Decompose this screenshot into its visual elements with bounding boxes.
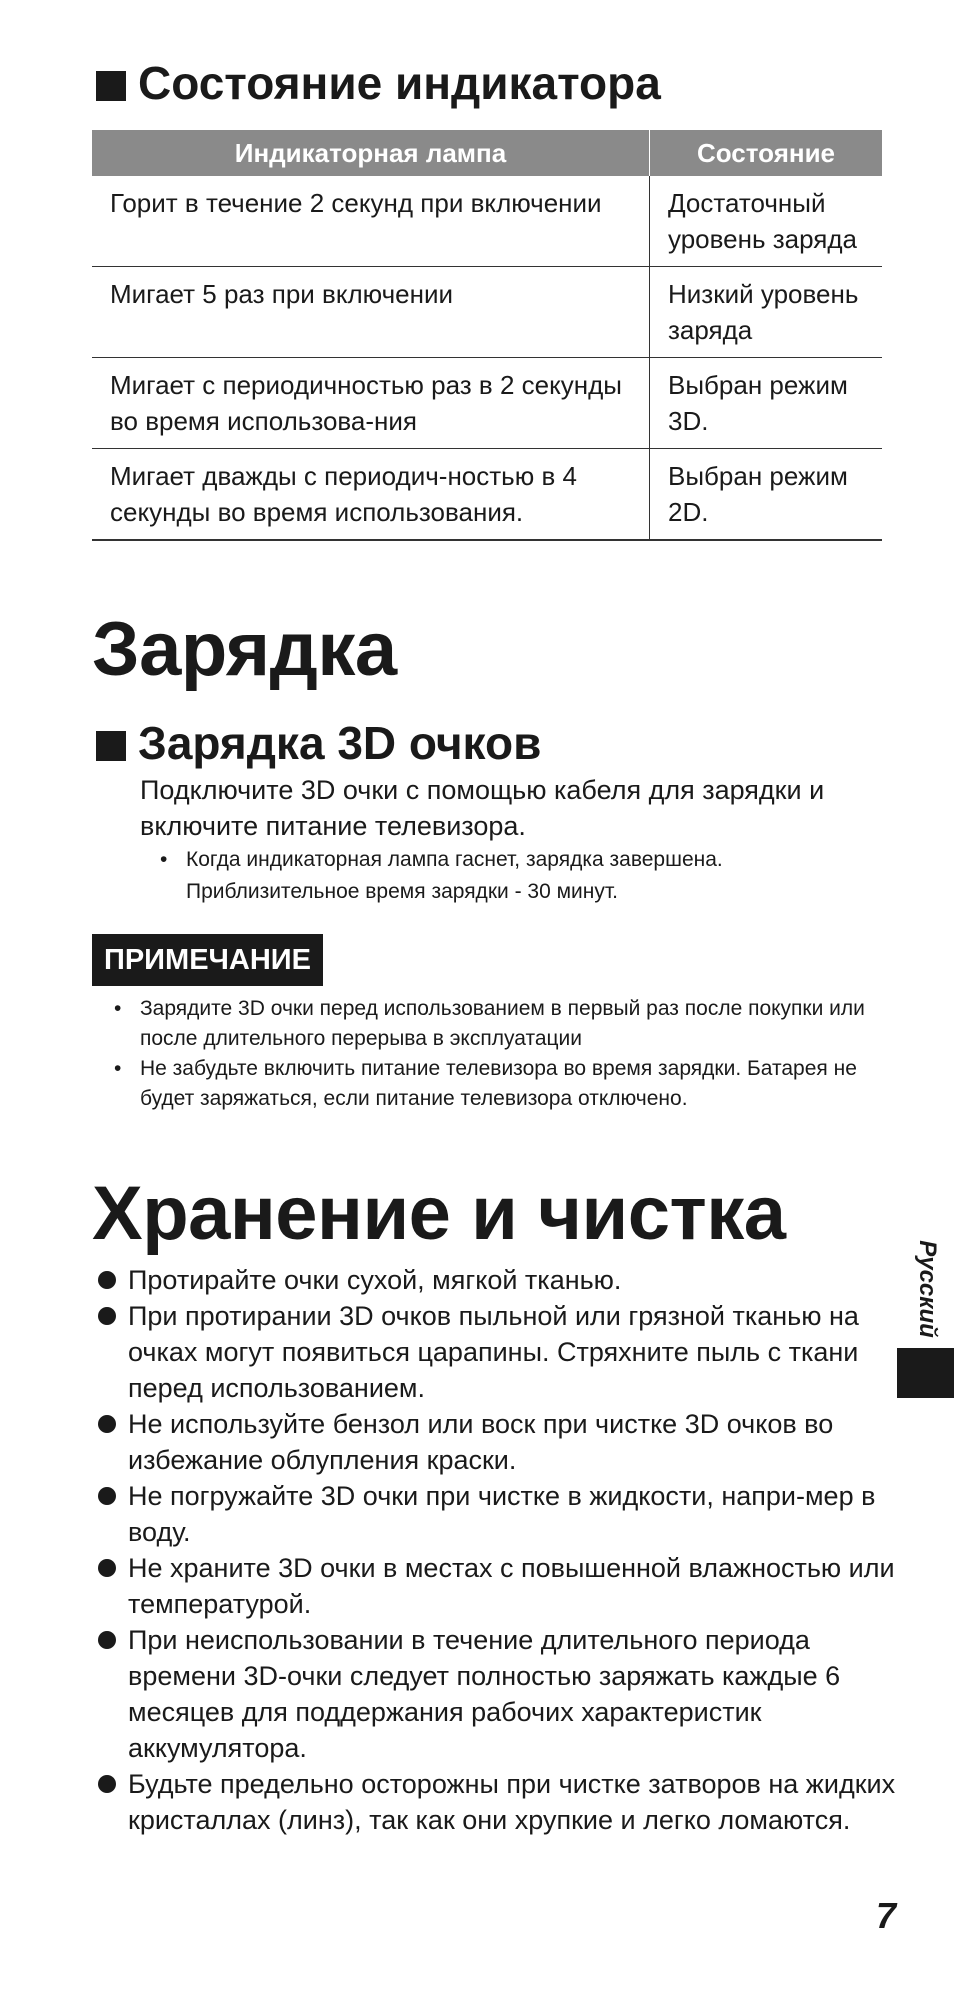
note-item-text: Зарядите 3D очки перед использованием в первый раз после покупки или после длительного перерыва в эксплуатации [140, 997, 865, 1050]
indicator-table [92, 130, 882, 541]
charging-title: Зарядка [92, 607, 397, 692]
table-row [92, 449, 882, 541]
table-cell: Выбран режим 3D. [650, 358, 883, 449]
round-bullet-icon [98, 1415, 116, 1433]
list-item [96, 1406, 896, 1478]
language-tab-marker [897, 1348, 954, 1398]
round-bullet-icon [98, 1307, 116, 1325]
care-list [96, 1262, 896, 1838]
table-cell: Мигает 5 раз при включении [92, 267, 650, 358]
table-row [92, 358, 882, 449]
charging-bullet [160, 844, 886, 908]
square-bullet-icon [96, 731, 126, 761]
table-header-row [92, 130, 882, 176]
language-label-text: Русский [914, 1240, 941, 1338]
round-bullet-icon [98, 1271, 116, 1289]
square-bullet-icon [96, 71, 126, 101]
table-cell: Мигает с периодичностью раз в 2 секунды во время использова-ния [92, 358, 650, 449]
list-item [96, 1262, 896, 1298]
table-cell: Достаточный уровень заряда [650, 176, 883, 267]
note-item-text: Не забудьте включить питание телевизора во время зарядки. Батарея не будет заряжаться, если питание телевизора отключено. [140, 1057, 857, 1110]
table-cell: Выбран режим 2D. [650, 449, 883, 541]
list-item [96, 1622, 896, 1766]
note-list [110, 994, 890, 1114]
list-item [110, 994, 890, 1054]
table-row [92, 267, 882, 358]
care-item-text: Не погружайте 3D очки при чистке в жидкости, напри-мер в воду. [128, 1481, 876, 1547]
care-item-text: При протирании 3D очков пыльной или грязной тканью на очках могут появиться царапины. Стряхните пыль с ткани перед использованием. [128, 1301, 859, 1403]
care-item-text: Протирайте очки сухой, мягкой тканью. [128, 1265, 622, 1295]
list-item [96, 1550, 896, 1622]
charging-bullet-text: Когда индикаторная лампа гаснет, зарядка завершена. Приблизительное время зарядки - 30 минут. [186, 848, 723, 903]
list-item [110, 1054, 890, 1114]
bullet-dot-icon: • [160, 848, 168, 871]
table-cell: Горит в течение 2 секунд при включении [92, 176, 650, 267]
language-side-label [900, 1230, 954, 1348]
charging-subtitle: Зарядка 3D очков [138, 717, 542, 769]
table-row [92, 176, 882, 267]
care-item-text: Будьте предельно осторожны при чистке затворов на жидких кристаллах (линз), так как они хрупкие и легко ломаются. [128, 1769, 896, 1835]
round-bullet-icon [98, 1631, 116, 1649]
list-item [96, 1298, 896, 1406]
round-bullet-icon [98, 1487, 116, 1505]
round-bullet-icon [98, 1559, 116, 1577]
bullet-dot-icon: • [114, 1057, 122, 1080]
column-header-status: Состояние [650, 130, 883, 176]
charging-subheading [96, 717, 542, 769]
care-item-text: При неиспользовании в течение длительного периода времени 3D-очки следует полностью заряжать каждые 6 месяцев для поддержания рабочих характеристик аккумулятора. [128, 1625, 841, 1763]
indicator-heading [96, 57, 661, 109]
care-item-text: Не храните 3D очки в местах с повышенной влажностью или температурой. [128, 1553, 895, 1619]
care-title: Хранение и чистка [92, 1171, 786, 1256]
list-item [96, 1766, 896, 1838]
list-item [96, 1478, 896, 1550]
indicator-title: Состояние индикатора [138, 57, 661, 109]
care-item-text: Не используйте бензол или воск при чистке 3D очков во избежание облупления краски. [128, 1409, 834, 1475]
note-badge: ПРИМЕЧАНИЕ [92, 934, 323, 986]
bullet-dot-icon: • [114, 997, 122, 1020]
column-header-lamp: Индикаторная лампа [92, 130, 650, 176]
table-cell: Мигает дважды с периодич-ностью в 4 секунды во время использования. [92, 449, 650, 541]
page-number: 7 [876, 1895, 897, 1936]
charging-instruction: Подключите 3D очки с помощью кабеля для зарядки и включите питание телевизора. [140, 775, 825, 841]
table-cell: Низкий уровень заряда [650, 267, 883, 358]
round-bullet-icon [98, 1775, 116, 1793]
